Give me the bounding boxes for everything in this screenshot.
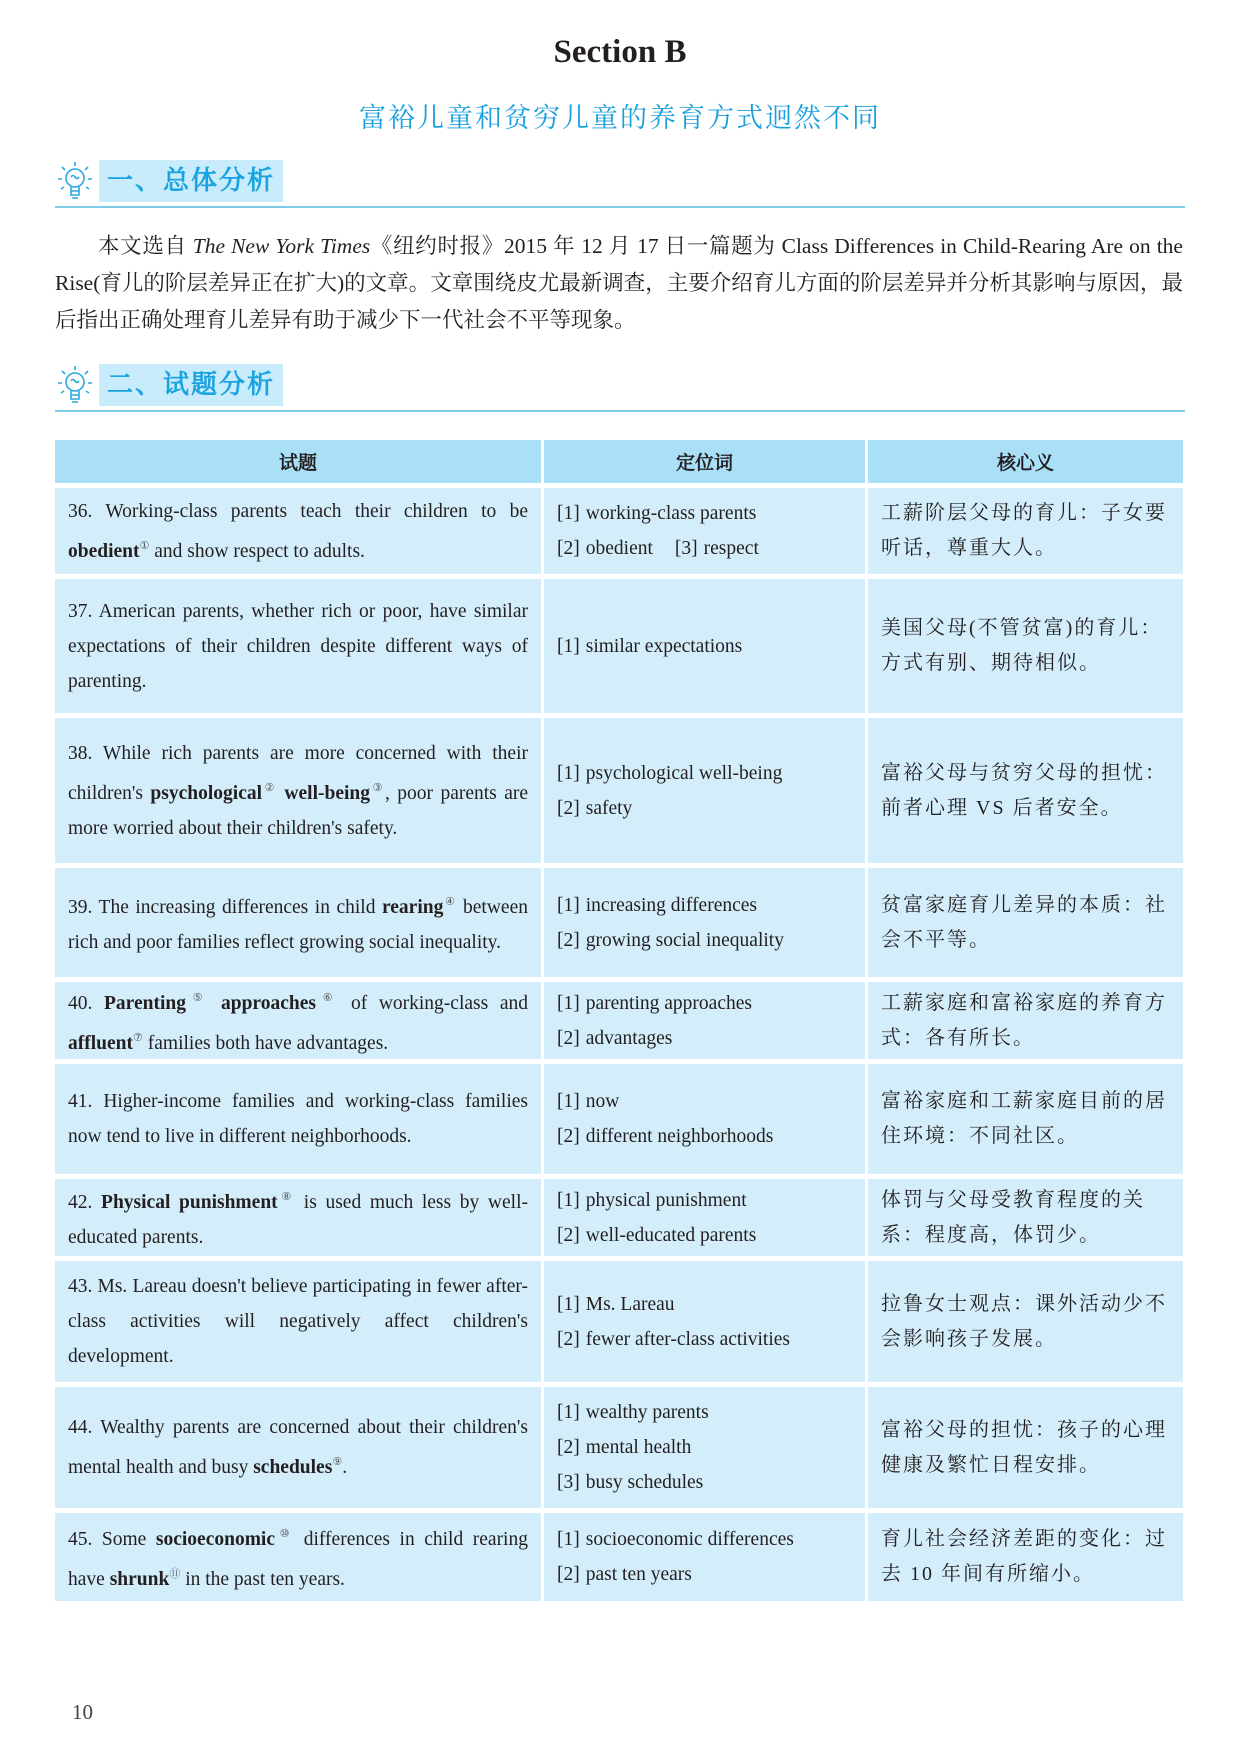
paragraph-text: 本文选自: [98, 234, 193, 258]
keyword-line: [557, 1322, 852, 1357]
meaning-text: 体罚与父母受教育程度的关系：程度高，体罚少。: [881, 1188, 1145, 1246]
paragraph-text: 《纽约时报》2015 年 12 月 17 日一篇题为 Class Differences in Child-Rearing Are on the Rise(育儿的阶层差异正在扩大)的文章。文章围绕皮尤最新调查，主要介绍育儿方面的阶层差异并分析其影响与原因，最后指出正确处理育儿差异有助于减少下一代社会不平等现象。: [55, 234, 1183, 332]
keywords-cell: [544, 579, 865, 713]
meaning-text: 贫富家庭育儿差异的本质：社会不平等。: [881, 893, 1167, 951]
meaning-cell: [868, 488, 1183, 574]
question-cell: [55, 982, 541, 1059]
keyword-list: [557, 1183, 852, 1253]
keyword-text: now: [585, 1091, 620, 1112]
column-header-keywords: 定位词: [544, 440, 865, 483]
keyword-line: [557, 986, 852, 1021]
keyword-number: [1]: [557, 762, 580, 784]
keyword-list: [557, 1084, 852, 1154]
keyword-line: [557, 1021, 852, 1056]
question-segment: 44. Wealthy parents are concerned about their children's mental health and busy: [68, 1417, 528, 1478]
keyword-bold: affluent: [68, 1032, 133, 1054]
keyword-number: [1]: [557, 1293, 580, 1315]
keyword-text: mental health: [585, 1437, 692, 1458]
keyword-number: [1]: [557, 503, 580, 524]
keyword-line: [557, 1395, 852, 1430]
keyword-bold: schedules: [253, 1457, 333, 1478]
keywords-cell: [544, 868, 865, 977]
meaning-text: 拉鲁女士观点：课外活动少不会影响孩子发展。: [881, 1292, 1167, 1350]
question-segment: 37. American parents, whether rich or poor, have similar expectations of their children despite different ways of parenting.: [68, 600, 528, 692]
keyword-list: [557, 1395, 852, 1500]
question-text: [68, 981, 528, 1061]
keyword-number: [1]: [557, 992, 580, 1014]
page-number: 10: [72, 1700, 93, 1724]
keywords-cell: [544, 1513, 865, 1601]
meaning-cell: [868, 718, 1183, 863]
footnote-marker: ③: [370, 781, 385, 794]
keyword-text: well-educated parents: [585, 1224, 757, 1246]
footnote-marker: ⑧: [277, 1191, 296, 1203]
keywords-cell: [544, 1064, 865, 1174]
meaning-cell: [868, 1064, 1183, 1174]
keyword-number: [1]: [557, 1402, 580, 1423]
keyword-text: working-class parents: [585, 503, 757, 524]
keyword-text: wealthy parents: [585, 1402, 709, 1423]
question-text: [68, 1180, 528, 1255]
meaning-cell: [868, 868, 1183, 977]
keyword-bold: shrunk: [109, 1569, 170, 1590]
keyword-list: [557, 756, 852, 826]
keyword-number: [2]: [557, 1328, 580, 1350]
keyword-text: similar expectations: [585, 635, 743, 657]
meaning-text: 工薪阶层父母的育儿：子女要听话，尊重大人。: [881, 502, 1167, 559]
question-cell: [55, 1261, 541, 1382]
keyword-text: parenting approaches: [585, 992, 752, 1014]
lightbulb-icon: [55, 362, 95, 408]
question-segment: , poor parents are more worried about their children's safety.: [68, 782, 528, 839]
keyword-number: [3]: [674, 538, 698, 559]
footnote-marker: ⑦: [133, 1031, 143, 1044]
keyword-number: [1]: [557, 1091, 580, 1112]
keyword-number: [1]: [557, 1529, 580, 1550]
question-segment: families both have advantages.: [142, 1032, 389, 1054]
keyword-list: [557, 629, 852, 664]
question-text: [68, 1084, 528, 1154]
section-heading-overview: [55, 156, 1185, 208]
question-segment: in the past ten years.: [180, 1569, 345, 1590]
keywords-cell: [544, 1179, 865, 1256]
column-header-meaning: 核心义: [868, 440, 1183, 483]
meaning-text: 富裕父母与贫穷父母的担忧：前者心理 VS 后者安全。: [881, 761, 1167, 819]
keyword-number: [2]: [557, 929, 580, 951]
keyword-number: [2]: [557, 797, 580, 819]
footnote-marker: ①: [139, 539, 150, 552]
footnote-marker: ②: [262, 781, 277, 794]
keyword-text: increasing differences: [585, 894, 758, 916]
keyword-line: [557, 531, 852, 566]
footnote-marker: ⑪: [169, 1568, 181, 1580]
footnote-marker: ⑥: [315, 991, 340, 1004]
meaning-cell: [868, 1179, 1183, 1256]
keyword-bold: Parenting: [104, 992, 186, 1014]
keyword-line: [557, 1218, 852, 1253]
keyword-line: [557, 888, 852, 923]
keyword-bold: Physical punishment: [101, 1192, 278, 1213]
keyword-text: physical punishment: [585, 1189, 747, 1211]
meaning-cell: [868, 579, 1183, 713]
question-segment: 42.: [68, 1192, 102, 1213]
question-text: [68, 1269, 528, 1374]
footnote-marker: ⑨: [332, 1456, 343, 1468]
question-cell: [55, 1179, 541, 1256]
question-segment: of working-class and: [339, 992, 528, 1014]
keywords-cell: [544, 1261, 865, 1382]
keyword-text: growing social inequality: [585, 929, 784, 951]
keyword-text: obedient: [585, 538, 653, 559]
meaning-text: 富裕家庭和工薪家庭目前的居住环境：不同社区。: [881, 1090, 1167, 1147]
keyword-line: [557, 1557, 852, 1592]
keyword-line: [557, 923, 852, 958]
question-cell: [55, 1064, 541, 1174]
column-header-question: 试题: [55, 440, 541, 483]
question-segment: between rich and poor families reflect growing social inequality.: [68, 897, 528, 953]
question-segment: 40.: [68, 992, 104, 1014]
question-cell: [55, 1387, 541, 1508]
question-text: [68, 736, 528, 846]
question-text: [68, 494, 528, 569]
keyword-bold: psychological: [150, 782, 263, 804]
keyword-list: [557, 986, 852, 1056]
keyword-list: [557, 1287, 852, 1357]
keyword-number: [2]: [557, 1224, 580, 1246]
question-segment: 43. Ms. Lareau doesn't believe participating in fewer after-class activities will negatively affect children's development.: [68, 1276, 528, 1367]
meaning-text: 工薪家庭和富裕家庭的养育方式：各有所长。: [881, 991, 1167, 1049]
question-segment: .: [342, 1457, 348, 1478]
paragraph-source-title: The New York Times: [192, 234, 371, 258]
keyword-line: [557, 496, 852, 531]
question-cell: [55, 868, 541, 977]
keyword-text: different neighborhoods: [585, 1126, 774, 1147]
keyword-list: [557, 888, 852, 958]
meaning-text: 育儿社会经济差距的变化：过去 10 年间有所缩小。: [881, 1528, 1167, 1585]
meaning-cell: [868, 1513, 1183, 1601]
overview-paragraph: [55, 228, 1183, 339]
keyword-text: busy schedules: [585, 1472, 704, 1493]
keyword-line: [557, 1287, 852, 1322]
question-segment: 41. Higher-income families and working-class families now tend to live in different neighborhoods.: [68, 1091, 528, 1147]
keyword-bold: rearing: [381, 897, 444, 918]
meaning-text: 富裕父母的担忧：孩子的心理健康及繁忙日程安排。: [881, 1418, 1167, 1476]
keywords-cell: [544, 488, 865, 574]
keyword-line: [557, 1430, 852, 1465]
analysis-table: [55, 440, 1183, 1601]
keyword-text: socioeconomic differences: [585, 1529, 794, 1550]
question-segment: and show respect to adults.: [149, 540, 365, 562]
keywords-cell: [544, 982, 865, 1059]
question-text: [68, 885, 528, 960]
keyword-text: respect: [703, 538, 759, 559]
meaning-cell: [868, 982, 1183, 1059]
keyword-bold: obedient: [68, 540, 140, 562]
meaning-cell: [868, 1387, 1183, 1508]
keyword-number: [2]: [557, 1027, 580, 1049]
keyword-line: [557, 1119, 852, 1154]
keyword-line: [557, 1522, 852, 1557]
keyword-line: [557, 756, 852, 791]
question-segment: 39. The increasing differences in child: [68, 897, 382, 918]
question-segment: 38. While rich parents are more concerned with their children's: [68, 742, 528, 804]
keyword-list: [557, 496, 852, 566]
meaning-cell: [868, 1261, 1183, 1382]
keyword-number: [1]: [557, 894, 580, 916]
section-label: 二、试题分析: [99, 364, 283, 406]
keyword-text: safety: [585, 797, 633, 819]
keyword-line: [557, 1084, 852, 1119]
keyword-bold: socioeconomic: [155, 1529, 276, 1550]
lightbulb-icon: [55, 158, 95, 204]
question-segment: 36. Working-class parents teach their children to be: [68, 500, 528, 522]
question-cell: [55, 488, 541, 574]
keyword-text: past ten years: [585, 1564, 692, 1585]
keyword-number: [2]: [557, 1126, 580, 1147]
question-cell: [55, 718, 541, 863]
keyword-bold: approaches: [220, 992, 316, 1014]
keyword-text: psychological well-being: [585, 762, 783, 784]
question-segment: [209, 993, 221, 1014]
footnote-marker: ④: [443, 896, 457, 908]
section-title: Section B: [553, 34, 687, 70]
section-heading-questions: [55, 360, 1185, 412]
keyword-bold: well-being: [284, 782, 371, 804]
question-text: [68, 1410, 528, 1485]
footnote-marker: ⑩: [275, 1528, 295, 1540]
keyword-list: [557, 1522, 852, 1592]
footnote-marker: ⑤: [185, 991, 210, 1004]
keyword-number: [1]: [557, 635, 580, 657]
keywords-cell: [544, 718, 865, 863]
question-cell: [55, 579, 541, 713]
keywords-cell: [544, 1387, 865, 1508]
keyword-line: [557, 1465, 852, 1500]
question-text: [68, 1517, 528, 1597]
keyword-text: advantages: [585, 1027, 673, 1049]
keyword-text: fewer after-class activities: [585, 1328, 790, 1350]
keyword-number: [2]: [557, 538, 580, 559]
question-text: [68, 594, 528, 699]
question-segment: 45. Some: [68, 1529, 156, 1550]
question-segment: is used much less by well-educated parents.: [68, 1192, 528, 1248]
keyword-line: [557, 629, 852, 664]
question-cell: [55, 1513, 541, 1601]
question-segment: differences in child rearing have: [68, 1529, 528, 1590]
keyword-number: [2]: [557, 1437, 580, 1458]
article-subtitle: 富裕儿童和贫穷儿童的养育方式迥然不同: [359, 103, 881, 133]
keyword-number: [2]: [557, 1564, 580, 1585]
keyword-line: [557, 791, 852, 826]
section-label: 一、总体分析: [99, 160, 283, 202]
keyword-number: [1]: [557, 1189, 580, 1211]
keyword-line: [557, 1183, 852, 1218]
meaning-text: 美国父母(不管贫富)的育儿：方式有别、期待相似。: [881, 617, 1163, 674]
keyword-text: Ms. Lareau: [585, 1293, 675, 1315]
keyword-number: [3]: [557, 1472, 580, 1493]
